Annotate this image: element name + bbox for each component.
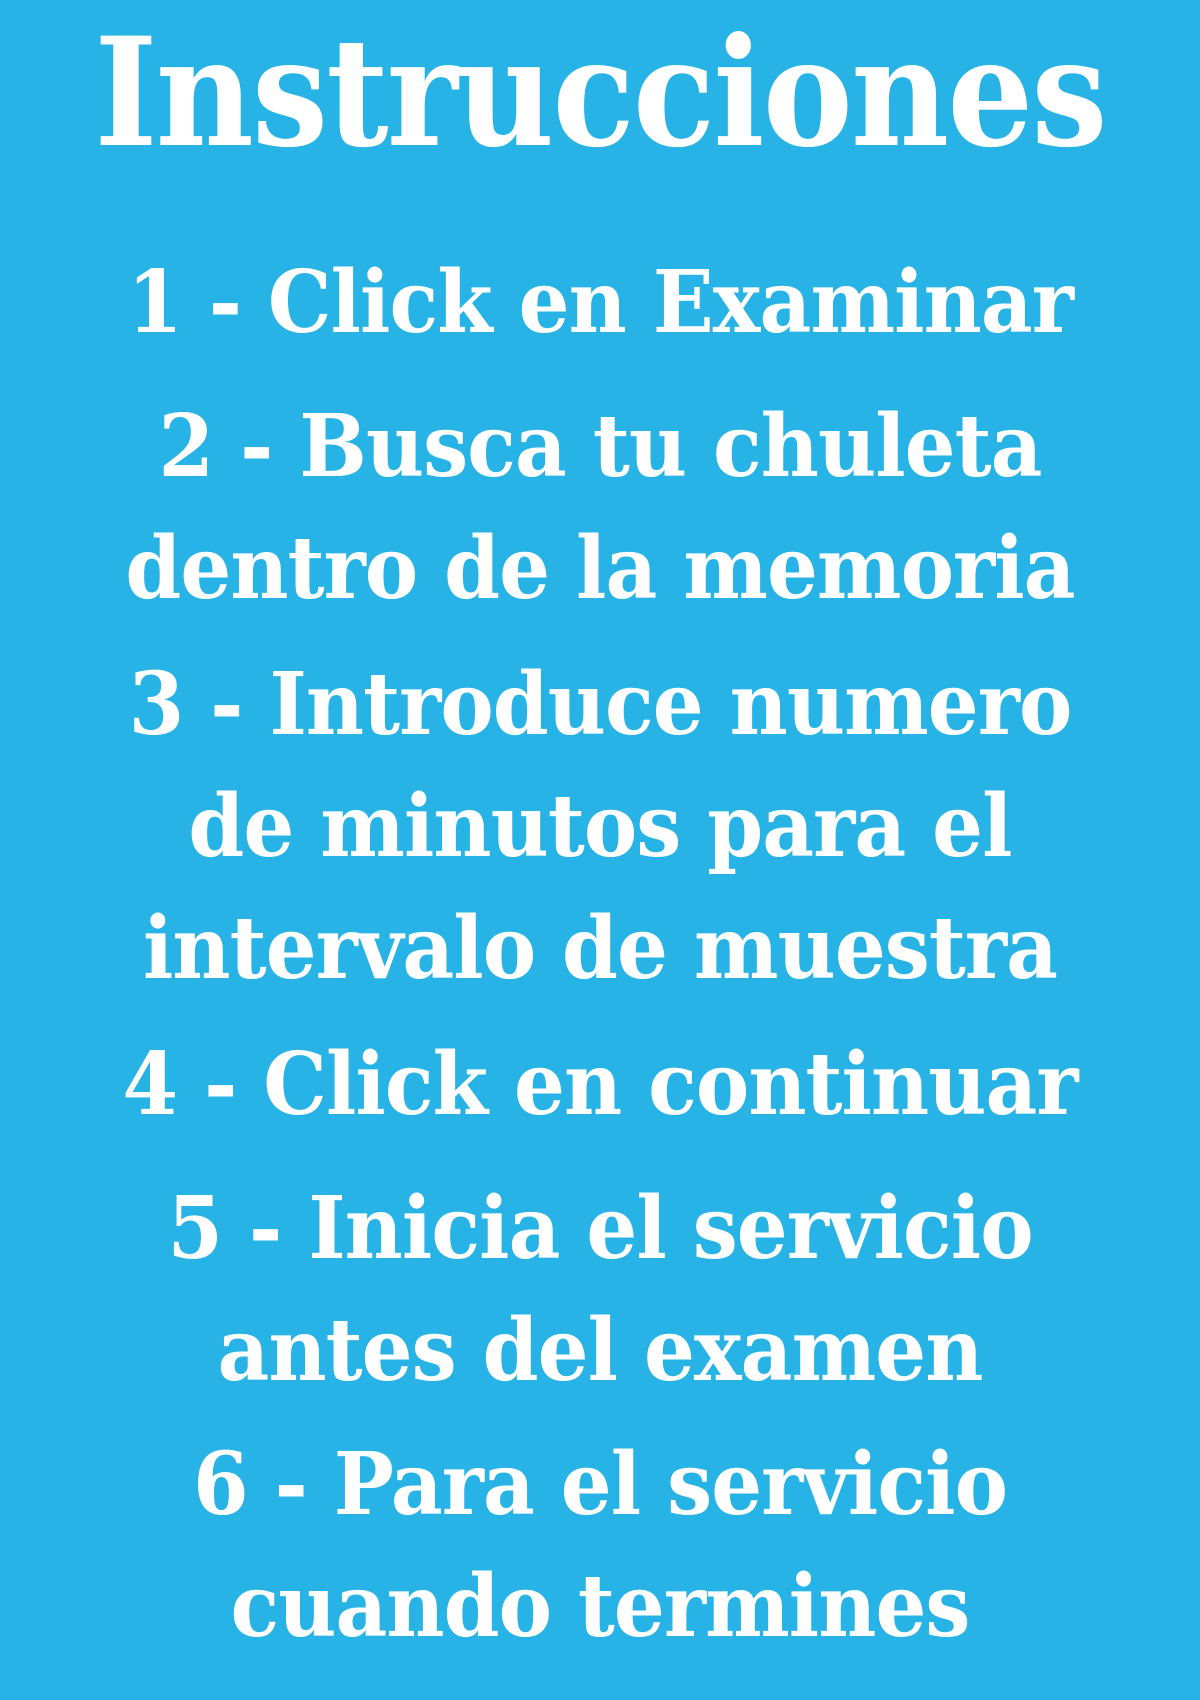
step-3 [0,644,1200,1010]
step-2 [0,386,1200,630]
step-6-line-1: 6 - Para el servicio [192,1434,1008,1535]
step-3-line-2: de minutos para el [188,776,1012,877]
step-4 [0,1024,1200,1146]
step-6 [0,1424,1200,1668]
step-5-line-2: antes del examen [217,1300,983,1401]
step-2-line-1: 2 - Busca tu chuleta [158,396,1042,497]
step-5-line-1: 5 - Inicia el servicio [167,1178,1033,1279]
step-1 [0,242,1200,364]
step-4-line-1: 4 - Click en continuar [122,1034,1078,1135]
step-6-line-2: cuando termines [230,1556,970,1657]
step-3-line-3: intervalo de muestra [142,898,1058,999]
step-2-line-2: dentro de la memoria [125,518,1075,619]
page-title: Instrucciones [94,5,1106,181]
step-3-line-1: 3 - Introduce numero [128,654,1072,755]
step-1-line-1: 1 - Click en Examinar [127,252,1073,353]
step-5 [0,1168,1200,1412]
